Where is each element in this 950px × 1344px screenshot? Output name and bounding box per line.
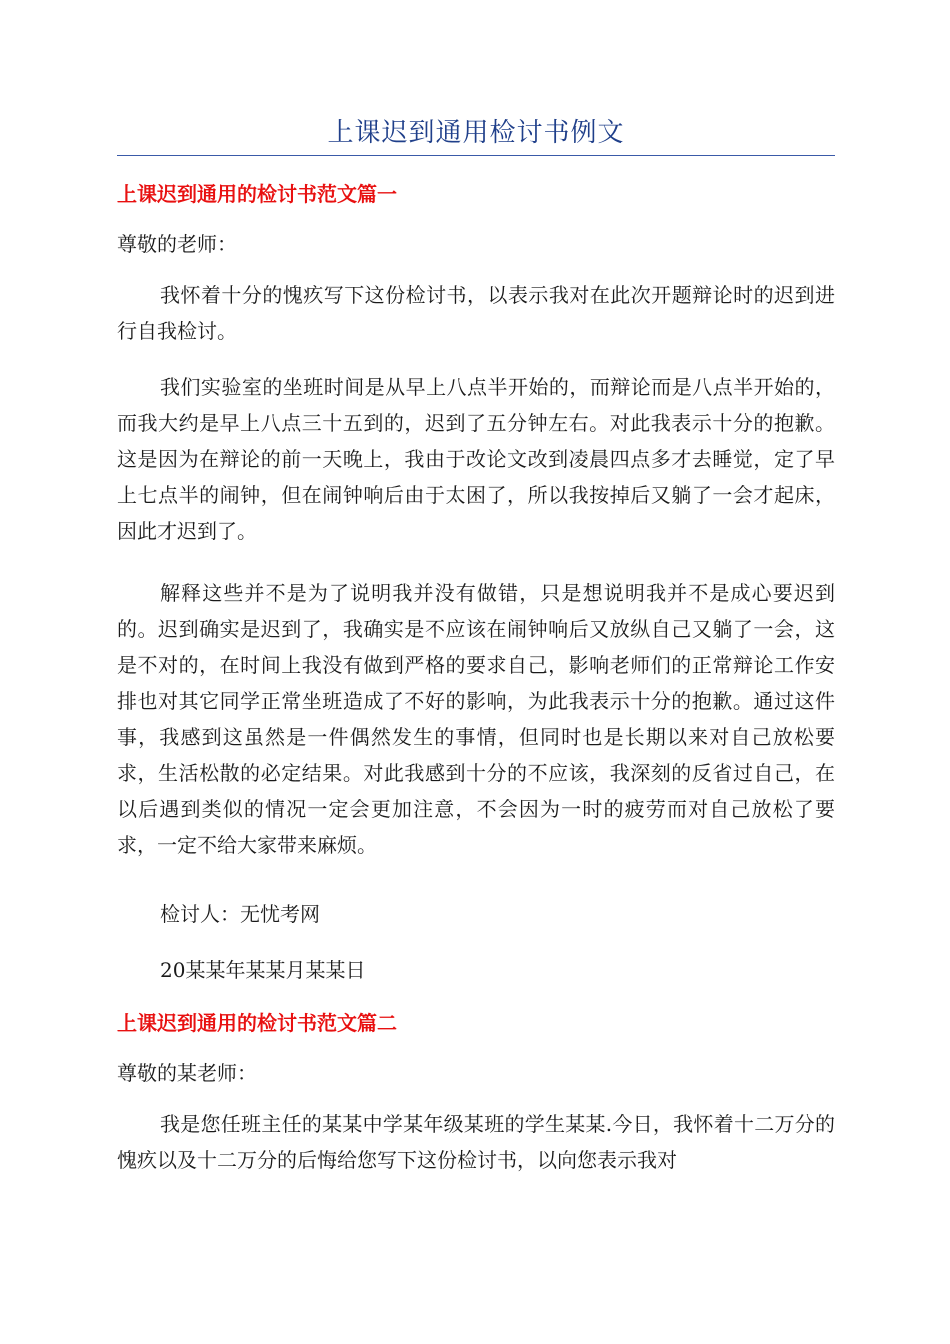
title-divider <box>117 155 835 156</box>
section-heading-1: 上课迟到通用的检讨书范文篇一 <box>117 182 397 206</box>
paragraph-1-3: 解释这些并不是为了说明我并没有做错，只是想说明我并不是成心要迟到的。迟到确实是迟到了，我确实是不应该在闹钟响后又放纵自己又躺了一会，这是不对的，在时间上我没有做到严格的要求自己，影响老师们的正常辩论工作安排也对其它同学正常坐班造成了不好的影响，为此我表示十分的抱歉。通过这件事，我感到这虽然是一件偶然发生的事情，但同时也是长期以来对自己放松要求，生活松散的必定结果。对此我感到十分的不应该，我深刻的反省过自己，在以后遇到类似的情况一定会更加注意，不会因为一时的疲劳而对自己放松了要求，一定不给大家带来麻烦。 <box>117 581 835 857</box>
date-line: 20某某年某某月某某日 <box>160 958 366 982</box>
paragraph-2-1: 我是您任班主任的某某中学某年级某班的学生某某.今日，我怀着十二万分的愧疚以及十二万分的后悔给您写下这份检讨书，以向您表示我对 <box>117 1112 835 1172</box>
paragraph-1-2: 我们实验室的坐班时间是从早上八点半开始的，而辩论而是八点半开始的，而我大约是早上八点三十五到的，迟到了五分钟左右。对此我表示十分的抱歉。这是因为在辩论的前一天晚上，我由于改论文改到凌晨四点多才去睡觉，定了早上七点半的闹钟，但在闹钟响后由于太困了，所以我按掉后又躺了一会才起床，因此才迟到了。 <box>117 375 835 543</box>
greeting-2: 尊敬的某老师： <box>117 1061 257 1085</box>
document-page <box>117 0 835 1344</box>
paragraph-1-1: 我怀着十分的愧疚写下这份检讨书，以表示我对在此次开题辩论时的迟到进行自我检讨。 <box>117 283 835 343</box>
section-heading-2: 上课迟到通用的检讨书范文篇二 <box>117 1011 397 1035</box>
signer-line: 检讨人：无忧考网 <box>160 902 320 926</box>
document-title: 上课迟到通用检讨书例文 <box>327 118 625 148</box>
greeting-1: 尊敬的老师： <box>117 232 237 256</box>
